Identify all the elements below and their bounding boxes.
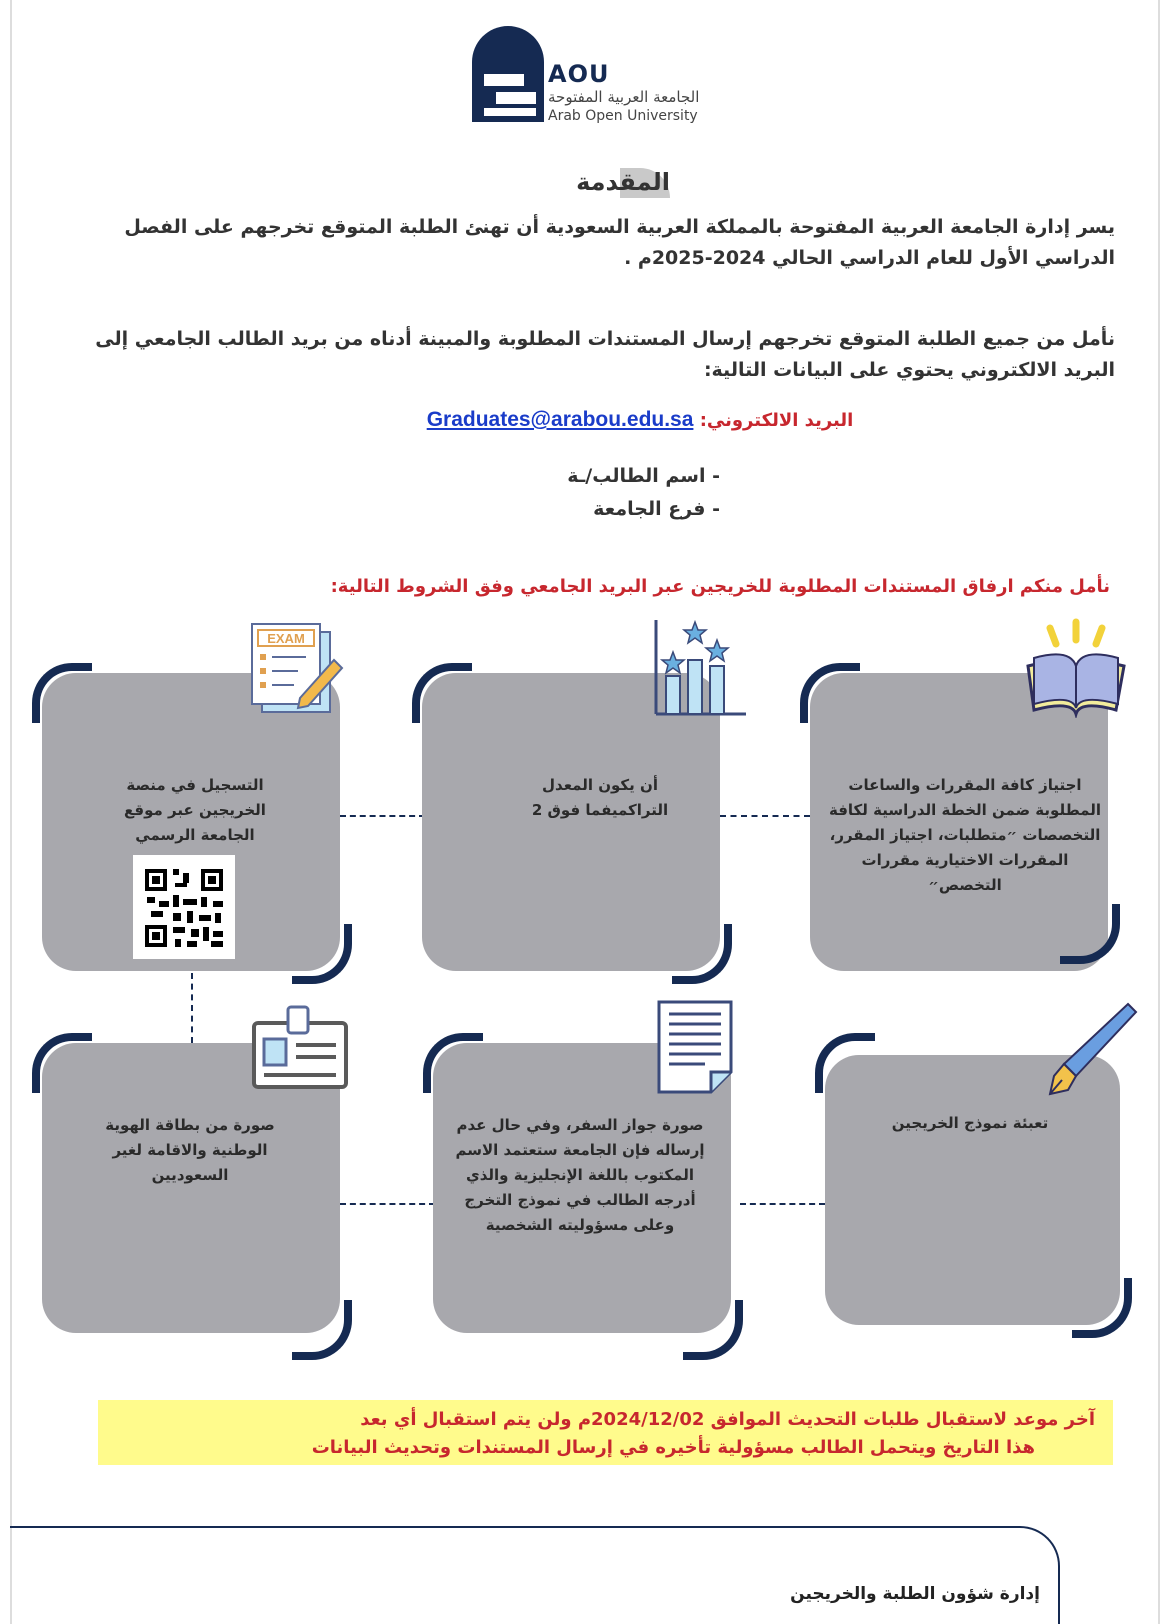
request-paragraph: نأمل من جميع الطلبة المتوقع تخرجهم إرسال المستندات المطلوبة والمبينة أدناه من بريد الطالب الجامعي إلى البريد الالكتروني يحتوي على البيانات التالية: — [95, 328, 1115, 381]
exam-label: EXAM — [267, 631, 305, 646]
deadline-line-2: هذا التاريخ ويتحمل الطالب مسؤولية تأخيره في إرسال المستندات وتحديث البيانات — [311, 1437, 1035, 1458]
document-icon — [655, 998, 735, 1096]
card-text-gpa: أن يكون المعدل التراكميفما فوق 2 — [531, 776, 669, 819]
id-badge-icon — [250, 1003, 350, 1093]
conditions-heading: نأمل منكم ارفاق المستندات المطلوبة للخريجين عبر البريد الجامعي وفق الشروط التالية: — [330, 576, 1110, 597]
intro-heading — [520, 168, 670, 198]
fountain-pen-icon — [1040, 1000, 1140, 1100]
card-text-id-card: صورة من بطاقة الهوية الوطنية والاقامة لغير السعوديين — [105, 1116, 275, 1184]
deadline-text — [95, 1406, 1095, 1462]
open-book-icon — [1020, 618, 1130, 718]
qr-code — [133, 855, 235, 959]
connector-vertical — [191, 973, 193, 1043]
card-text-courses: اجتياز كافة المقررات والساعات المطلوبة ضمن الخطة الدراسية لكافة التخصصات ״متطلبات، اجتياز المقرر، المقررات الاختيارية مقررات التخصص״ — [828, 776, 1102, 894]
connector-r2-right — [740, 1203, 825, 1205]
email-label: البريد الالكتروني: — [699, 410, 854, 431]
deadline-line-1: آخر موعد لاستقبال طلبات التحديث الموافق 2024/12/02م ولن يتم استقبال أي بعد — [360, 1409, 1095, 1430]
list-item-branch: - فرع الجامعة — [593, 498, 720, 520]
card-text-graduates-form: تعبئة نموذج الخريجين — [891, 1114, 1049, 1132]
logo-arabic: الجامعة العربية المفتوحة — [548, 88, 700, 106]
connector-r1-left — [340, 815, 425, 817]
connector-r2-left — [340, 1203, 435, 1205]
intro-heading-text: المقدمة — [576, 168, 670, 196]
deadline-notice — [98, 1400, 1113, 1465]
email-line — [380, 408, 900, 432]
card-text-graduates-platform: التسجيل في منصة الخريجين عبر موقع الجامعة الرسمي — [124, 776, 266, 844]
logo-acronym: AOU — [548, 60, 610, 88]
exam-sheet-icon — [248, 620, 348, 716]
required-fields-list — [500, 460, 720, 526]
connector-r1-right — [720, 815, 810, 817]
intro-paragraph: يسر إدارة الجامعة العربية المفتوحة بالمملكة العربية السعودية أن تهنئ الطلبة المتوقع تخرجهم على الفصل الدراسي الأول للعام الدراسي الحالي 2024-2025م . — [124, 216, 1115, 269]
footer-divider — [10, 1526, 1020, 1528]
footer-department: إدارة شؤون الطلبة والخريجين — [790, 1584, 1040, 1604]
card-text-passport: صورة جواز السفر، وفي حال عدم إرساله فإن الجامعة ستعتمد الاسم المكتوب باللغة الإنجليزية والذي أدرجه الطالب في نموذج التخرج وعلى مسؤوليته الشخصية — [455, 1116, 705, 1234]
list-item-student-name: - اسم الطالب/ـة — [567, 465, 720, 487]
bar-chart-stars-icon — [650, 618, 750, 720]
logo-english: Arab Open University — [548, 108, 698, 124]
email-link[interactable]: Graduates@arabou.edu.sa — [426, 408, 694, 431]
